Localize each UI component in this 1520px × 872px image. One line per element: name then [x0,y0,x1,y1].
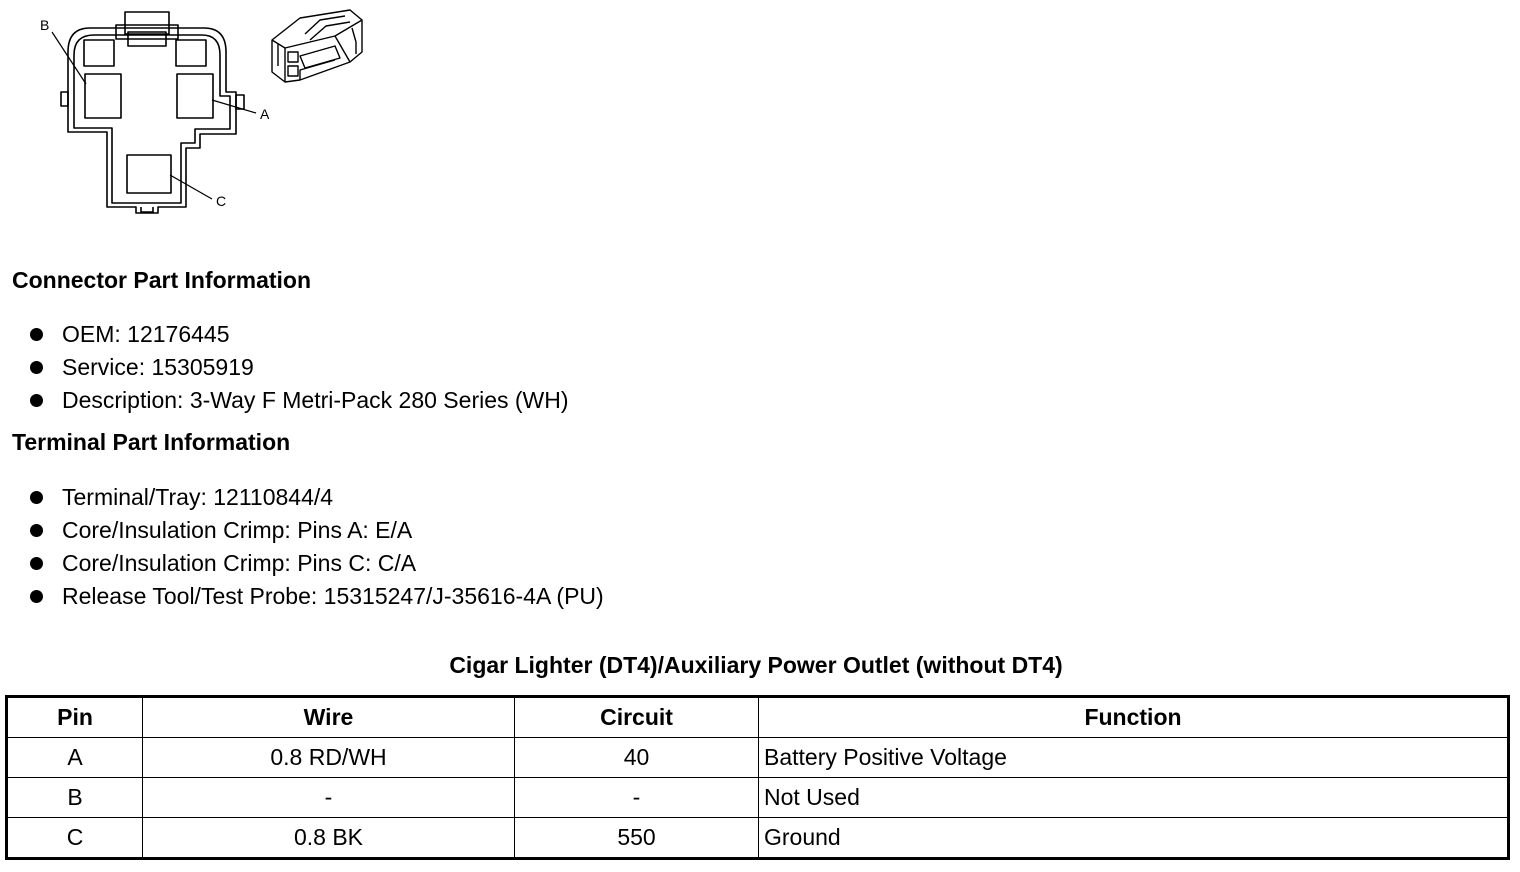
bullet-icon [30,557,43,570]
list-item [28,580,604,613]
terminal-info-heading: Terminal Part Information [12,429,291,455]
header-function: Function [759,697,1509,738]
connector-service: Service: 15305919 [62,354,254,380]
cell-function: Not Used [759,778,1509,818]
bullet-icon [30,590,43,603]
connector-info-heading: Connector Part Information [12,267,312,293]
bullet-icon [30,394,43,407]
pin-label-a: A [260,106,270,122]
list-item [28,384,569,417]
connector-top-latch [125,12,169,34]
table-row [7,738,1509,778]
list-item [28,547,604,580]
list-item [28,481,604,514]
connector-oem: OEM: 12176445 [62,321,230,347]
list-item [28,351,569,384]
crimp-pins-a: Core/Insulation Crimp: Pins A: E/A [62,517,413,543]
cell-wire: 0.8 RD/WH [143,738,515,778]
table-row [7,818,1509,859]
connector-face-diagram [0,0,380,220]
header-circuit: Circuit [515,697,759,738]
list-item [28,514,604,547]
bullet-icon [30,524,43,537]
pin-label-b: B [40,17,50,33]
release-tool: Release Tool/Test Probe: 15315247/J-35616-4A (PU) [62,583,604,609]
cell-pin: A [7,738,143,778]
cavity-c [127,155,171,193]
header-wire: Wire [143,697,515,738]
connector-isometric-view [272,10,362,82]
leader-line-c [170,175,212,199]
bullet-icon [30,361,43,374]
cell-function: Ground [759,818,1509,859]
leader-line-a [212,100,256,113]
bullet-icon [30,491,43,504]
cavity-a [177,74,213,118]
cell-pin: B [7,778,143,818]
pin-label-c: C [216,193,227,209]
connector-info-list [28,318,569,417]
pinout-table [5,695,1510,860]
cell-circuit: 550 [515,818,759,859]
pinout-table-title: Cigar Lighter (DT4)/Auxiliary Power Outlet (without DT4) [449,652,1063,678]
cell-wire: 0.8 BK [143,818,515,859]
table-header-row [7,697,1509,738]
connector-description: Description: 3-Way F Metri-Pack 280 Series (WH) [62,387,569,413]
cell-function: Battery Positive Voltage [759,738,1509,778]
table-row [7,778,1509,818]
header-pin: Pin [7,697,143,738]
cavity-b [85,74,121,118]
terminal-tray: Terminal/Tray: 12110844/4 [62,484,334,510]
cell-circuit: 40 [515,738,759,778]
crimp-pins-c: Core/Insulation Crimp: Pins C: C/A [62,550,417,576]
list-item [28,318,569,351]
connector-outer-body [68,28,236,213]
cell-circuit: - [515,778,759,818]
cell-pin: C [7,818,143,859]
cell-wire: - [143,778,515,818]
leader-line-b [52,32,86,84]
connector-left-tab [61,92,68,106]
bullet-icon [30,328,43,341]
terminal-info-list [28,481,604,613]
